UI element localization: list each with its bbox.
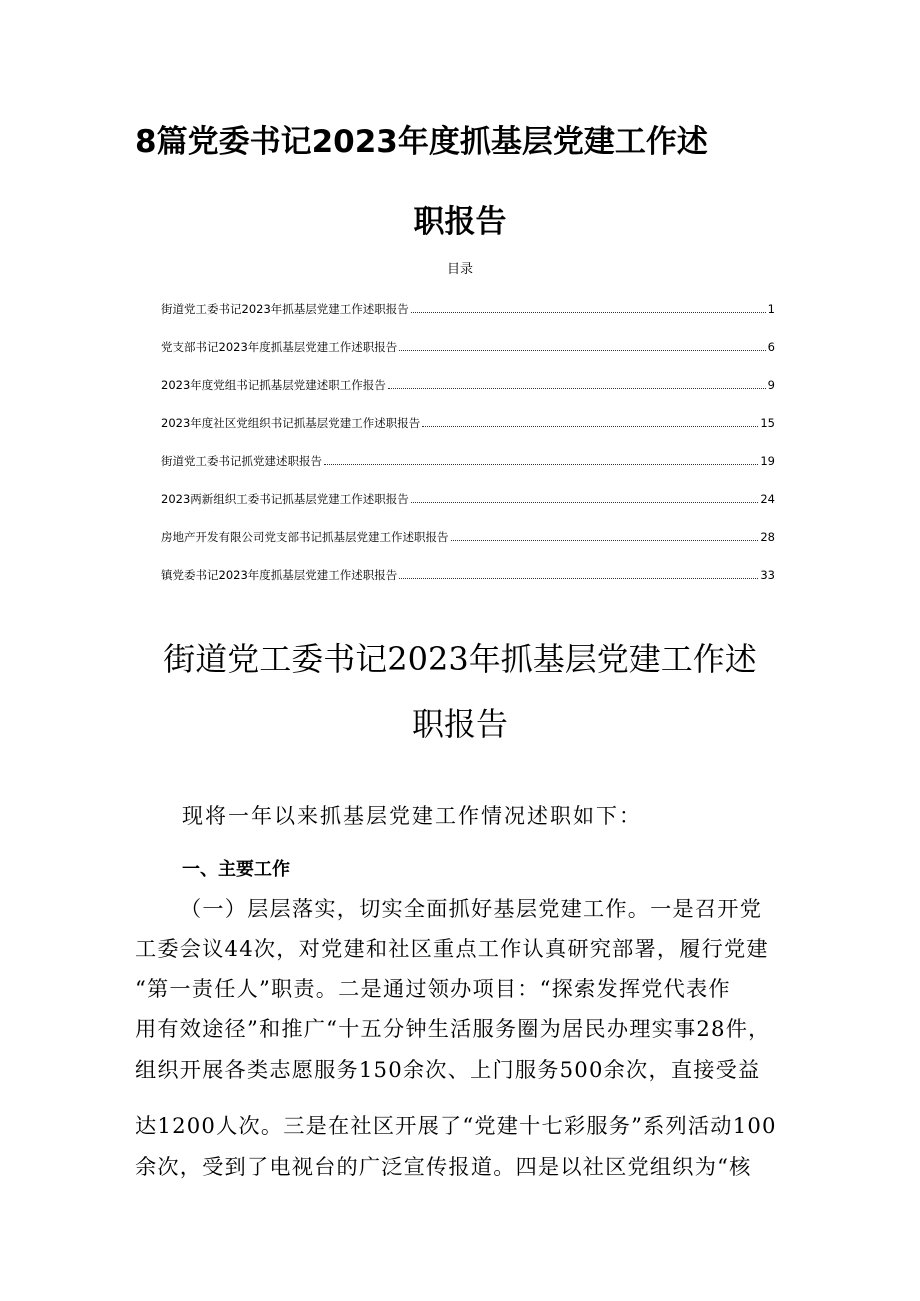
paragraph-line: 余次，受到了电视台的广泛宣传报道。四是以社区党组织为“核 xyxy=(135,1154,752,1179)
toc-entry-page: 15 xyxy=(760,416,775,430)
toc-entry[interactable] xyxy=(161,566,775,582)
toc-dot-leader xyxy=(388,387,766,389)
toc-dot-leader xyxy=(411,501,759,503)
toc-heading: 目录 xyxy=(446,262,473,277)
toc-entry-label: 党支部书记2023年度抓基层党建工作述职报告 xyxy=(161,340,398,354)
toc-entry-page: 9 xyxy=(767,378,775,392)
toc-dot-leader xyxy=(451,539,759,541)
toc-dot-leader xyxy=(422,425,758,427)
toc-entry[interactable] xyxy=(161,528,775,544)
toc-entry-label: 镇党委书记2023年度抓基层党建工作述职报告 xyxy=(161,568,398,582)
toc-entry-page: 33 xyxy=(760,568,775,582)
document-title-line-2: 职报告 xyxy=(413,204,507,240)
paragraph-line: 工委会议44次，对党建和社区重点工作认真研究部署，履行党建 xyxy=(135,936,769,961)
toc-entry-page: 6 xyxy=(767,340,775,354)
section-title-line-2: 职报告 xyxy=(411,705,508,743)
toc-dot-leader xyxy=(411,311,766,313)
paragraph-line: “第一责任人”职责。二是通过领办项目：“探索发挥党代表作 xyxy=(135,976,731,1001)
document-title-line-1: 8篇党委书记2023年度抓基层党建工作述 xyxy=(135,124,708,160)
toc-entry-page: 19 xyxy=(760,454,775,468)
toc-entry[interactable] xyxy=(161,376,775,392)
intro-paragraph: 现将一年以来抓基层党建工作情况述职如下： xyxy=(182,804,642,828)
toc-entry-label: 街道党工委书记抓党建述职报告 xyxy=(161,454,322,468)
toc-entry-label: 2023两新组织工委书记抓基层党建工作述职报告 xyxy=(161,492,409,506)
toc-entry-page: 1 xyxy=(767,302,775,316)
section-title-line-1: 街道党工委书记2023年抓基层党建工作述 xyxy=(163,640,757,678)
toc-entry[interactable] xyxy=(161,338,775,354)
toc-entry[interactable] xyxy=(161,300,775,316)
toc-entry-label: 2023年度党组书记抓基层党建述职工作报告 xyxy=(161,378,386,392)
toc-entry[interactable] xyxy=(161,414,775,430)
toc-entry[interactable] xyxy=(161,490,775,506)
toc-entry-label: 2023年度社区党组织书记抓基层党建工作述职报告 xyxy=(161,416,421,430)
toc-entry[interactable] xyxy=(161,452,775,468)
paragraph-line: （一）层层落实，切实全面抓好基层党建工作。一是召开党 xyxy=(180,896,763,921)
toc-entry-page: 24 xyxy=(760,492,775,506)
toc-dot-leader xyxy=(399,349,765,351)
toc-dot-leader xyxy=(399,577,758,579)
paragraph-line: 组织开展各类志愿服务150余次、上门服务500余次，直接受益 xyxy=(135,1057,761,1082)
section-heading: 一、主要工作 xyxy=(182,859,290,880)
toc-entry-page: 28 xyxy=(760,530,775,544)
paragraph-line: 用有效途径”和推广“十五分钟生活服务圈为居民办理实事28件， xyxy=(135,1016,771,1041)
paragraph-line: 达1200人次。三是在社区开展了“党建十七彩服务”系列活动100 xyxy=(135,1113,777,1138)
toc-dot-leader xyxy=(324,463,758,465)
toc-entry-label: 街道党工委书记2023年抓基层党建工作述职报告 xyxy=(161,302,409,316)
toc-entry-label: 房地产开发有限公司党支部书记抓基层党建工作述职报告 xyxy=(161,530,449,544)
